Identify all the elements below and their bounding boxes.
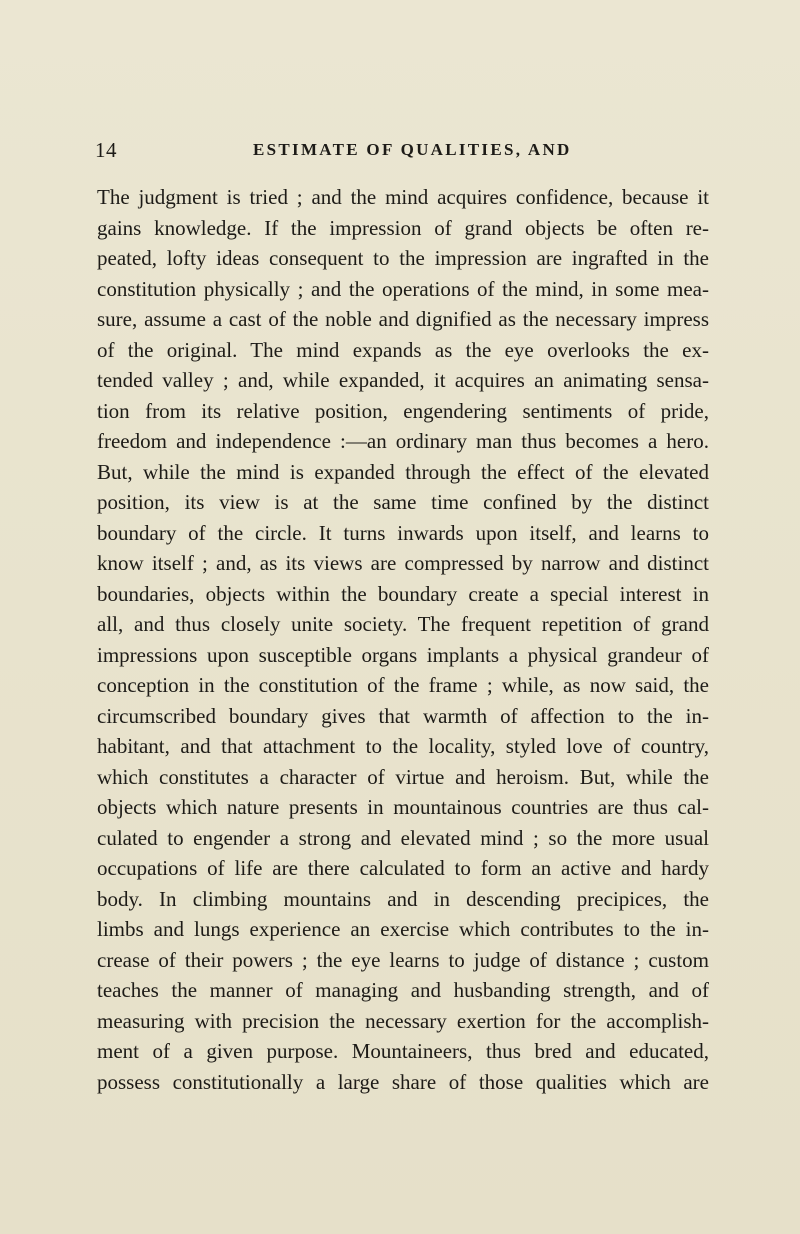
text-line: possess constitutionally a large share of those qualities which are: [97, 1069, 709, 1094]
text-line: constitution physically ; and the operations of the mind, in some mea-: [97, 276, 709, 301]
text-line: measuring with precision the necessary exertion for the accomplish-: [97, 1008, 709, 1033]
text-line: all, and thus closely unite society. The frequent repetition of grand: [97, 612, 709, 636]
text-line: limbs and lungs experience an exercise which contributes to the in-: [97, 917, 709, 941]
text-line: The judgment is tried ; and the mind acquires confidence, because it: [97, 185, 709, 209]
text-line: circumscribed boundary gives that warmth of affection to the in-: [97, 703, 709, 728]
text-line: of the original. The mind expands as the eye overlooks the ex-: [97, 337, 709, 362]
text-line: But, while the mind is expanded through the effect of the elevated: [97, 459, 709, 484]
text-line: conception in the constitution of the frame ; while, as now said, the: [97, 673, 709, 697]
text-line: occupations of life are there calculated to form an active and hardy: [97, 856, 709, 880]
text-line: tended valley ; and, while expanded, it acquires an animating sensa-: [97, 368, 709, 392]
text-line: impressions upon susceptible organs implants a physical grandeur of: [97, 642, 709, 667]
text-line: ment of a given purpose. Mountaineers, thus bred and educated,: [97, 1039, 709, 1063]
text-line: crease of their powers ; the eye learns to judge of distance ; custom: [97, 947, 709, 972]
text-line: sure, assume a cast of the noble and dignified as the necessary impress: [97, 307, 709, 331]
running-head: ESTIMATE OF QUALITIES, AND: [253, 140, 572, 159]
text-line: freedom and independence :—an ordinary man thus becomes a hero.: [97, 429, 709, 453]
page-number: 14: [95, 138, 117, 162]
text-line: habitant, and that attachment to the locality, styled love of country,: [97, 734, 709, 758]
text-line: tion from its relative position, engendering sentiments of pride,: [97, 398, 709, 423]
text-line: know itself ; and, as its views are compressed by narrow and distinct: [97, 551, 709, 575]
text-line: boundary of the circle. It turns inwards upon itself, and learns to: [97, 520, 709, 545]
text-line: teaches the manner of managing and husbanding strength, and of: [97, 978, 709, 1002]
text-line: which constitutes a character of virtue and heroism. But, while the: [97, 764, 709, 789]
text-line: boundaries, objects within the boundary create a special interest in: [97, 581, 709, 606]
page-header: [0, 138, 800, 168]
text-line: peated, lofty ideas consequent to the impression are ingrafted in the: [97, 246, 709, 270]
text-line: body. In climbing mountains and in descending precipices, the: [97, 886, 709, 911]
text-line: gains knowledge. If the impression of grand objects be often re-: [97, 215, 709, 240]
text-line: position, its view is at the same time confined by the distinct: [97, 490, 709, 514]
body-text: [97, 182, 709, 1097]
text-line: objects which nature presents in mountainous countries are thus cal-: [97, 795, 709, 819]
text-line: culated to engender a strong and elevated mind ; so the more usual: [97, 825, 709, 850]
